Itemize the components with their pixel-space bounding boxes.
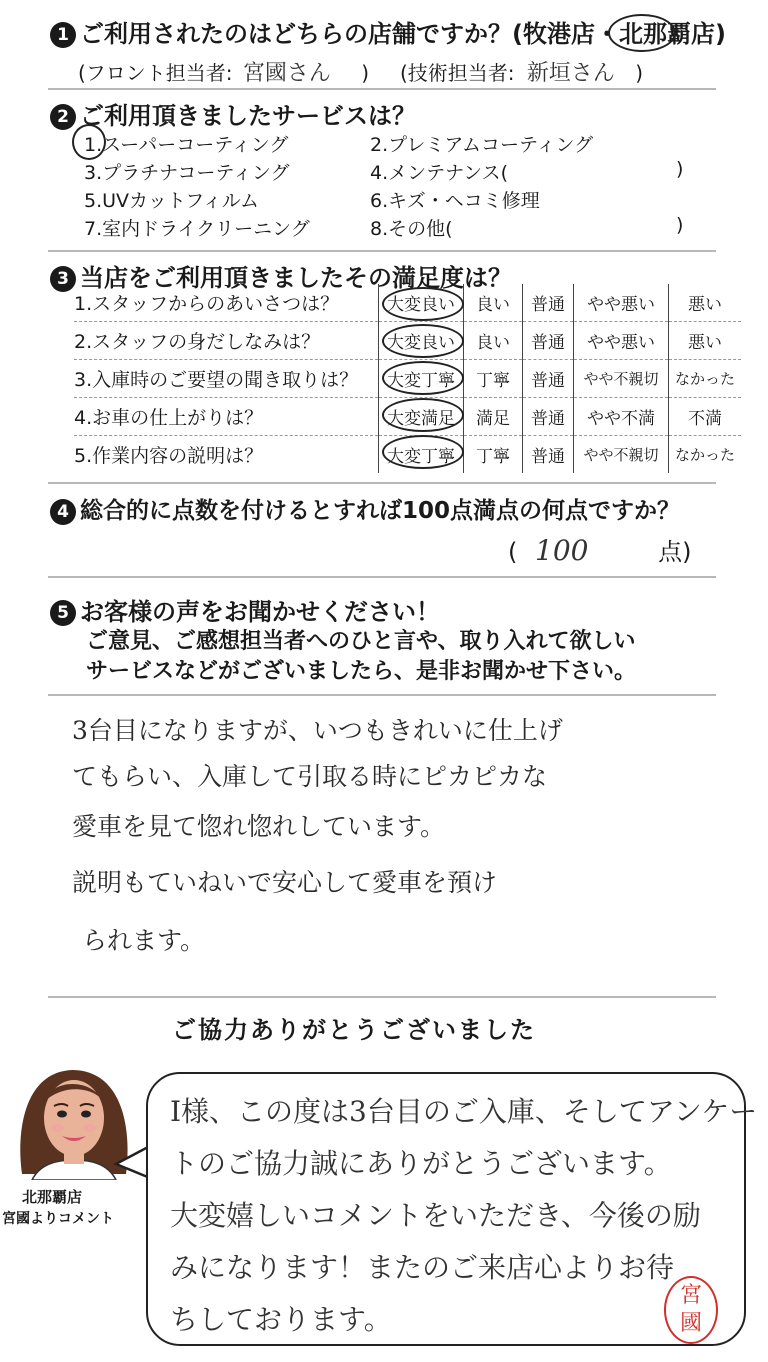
customer-comment-line-5: られます。 (82, 926, 206, 955)
staff-reply-line-5: ちしております。 (170, 1303, 392, 1336)
rating-option: 普通 (523, 436, 574, 474)
service-4: 4.メンテナンス( (370, 162, 509, 184)
service-1: 1.スーパーコーティング (84, 134, 289, 156)
service-8-close: ) (676, 214, 684, 236)
rating-option: 満足 (464, 398, 523, 436)
rating-option: 良い (464, 322, 523, 360)
stamp-char-top: 宮 (679, 1283, 702, 1308)
score-open-paren: ( (508, 538, 518, 566)
rating-option: なかった (669, 360, 742, 398)
tech-staff-close: ) (635, 61, 644, 85)
q4-title-row (50, 492, 680, 525)
rating-option: 丁寧 (464, 436, 523, 474)
rating-question: 5.作業内容の説明は？ (74, 445, 264, 467)
service-3: 3.プラチナコーティング (84, 162, 290, 184)
q5-line-2: ご意見、ご感想担当者へのひと言や、取り入れて欲しい (86, 629, 636, 654)
rating-option: 大変良い (379, 284, 464, 322)
thanks-heading: ご協力ありがとうございました (172, 1016, 536, 1044)
answer-circle-4 (382, 398, 464, 432)
tech-staff-value: 新垣さん (526, 61, 615, 86)
answer-circle-3 (382, 361, 464, 395)
score-value: 100 (535, 534, 589, 567)
rating-option: やや悪い (574, 322, 669, 360)
rating-question: 4.お車の仕上がりは？ (74, 398, 379, 436)
front-staff-row (78, 56, 369, 87)
rating-question: 2.スタッフの身だしなみは？ (74, 322, 379, 360)
service-2: 2.プレミアムコーティング (370, 134, 594, 156)
q4-title: 総合的に点数を付けるとすれば100点満点の何点ですか？ (80, 498, 681, 524)
stamp-char-bottom: 國 (679, 1311, 702, 1336)
service-7: 7.室内ドライクリーニング (84, 218, 310, 240)
score-unit: 点) (658, 538, 692, 566)
answer-circle-1 (382, 287, 464, 321)
rating-option: やや不親切 (574, 436, 669, 474)
q1-number-badge: 1 (50, 22, 76, 48)
divider-3 (48, 482, 716, 484)
staff-store: 北那覇店 (22, 1188, 83, 1206)
rating-option: やや不満 (574, 398, 669, 436)
q2-title-row (50, 96, 416, 131)
bubble-tail-joint (150, 1144, 158, 1184)
q5-title: お客様の声をお聞かせください！ (80, 598, 440, 626)
staff-name: 宮國よりコメント (2, 1211, 114, 1227)
tech-staff-label: (技術担当者: (400, 61, 515, 85)
rating-option: 普通 (523, 284, 574, 322)
service-6: 6.キズ・ヘコミ修理 (370, 190, 540, 212)
rating-option: やや不親切 (574, 360, 669, 398)
staff-reply-line-4: みになります！またのご来店心よりお待 (170, 1251, 675, 1284)
q1-title: ご利用されたのはどちらの店舗ですか？(牧港店・北那覇店) (80, 20, 726, 48)
customer-comment-line-1: 3台目になりますが、いつもきれいに仕上げ (72, 716, 563, 745)
q5-title-row (50, 592, 440, 627)
staff-reply-line-1: I様、この度は3台目のご入庫、そしてアンケー (170, 1095, 758, 1128)
personal-seal-stamp (664, 1276, 718, 1344)
divider-2 (48, 250, 716, 252)
q2-number-badge: 2 (50, 104, 76, 130)
customer-comment-line-2: てもらい、入庫して引取る時にピカピカな (72, 762, 548, 791)
rating-option: 良い (464, 284, 523, 322)
divider-1 (48, 88, 716, 90)
front-staff-close: ) (361, 61, 370, 85)
front-staff-label: (フロント担当者: (78, 61, 233, 85)
q3-title: 当店をご利用頂きましたその満足度は？ (80, 264, 512, 292)
q2-title: ご利用頂きましたサービスは？ (80, 102, 416, 130)
rating-option: 大変丁寧 (379, 360, 464, 398)
q5-number-badge: 5 (50, 600, 76, 626)
service-4-close: ) (676, 158, 684, 180)
staff-reply-line-3: 大変嬉しいコメントをいただき、今後の励 (170, 1199, 701, 1232)
divider-5 (48, 694, 716, 696)
front-staff-value: 宮國さん (242, 61, 331, 86)
customer-comment-line-4: 説明もていねいで安心して愛車を預け (72, 868, 498, 897)
rating-option: 普通 (523, 322, 574, 360)
service-8: 8.その他( (370, 218, 453, 240)
rating-option: やや悪い (574, 284, 669, 322)
rating-option: 丁寧 (464, 360, 523, 398)
customer-comment-line-3: 愛車を見て惚れ惚れしています。 (72, 812, 446, 841)
rating-option: 悪い (669, 322, 742, 360)
q5-line-3: サービスなどがございましたら、是非お聞かせ下さい。 (86, 659, 637, 684)
rating-option: 普通 (523, 360, 574, 398)
rating-option: 普通 (523, 398, 574, 436)
divider-6 (48, 996, 716, 998)
staff-reply-line-2: トのご協力誠にありがとうございます。 (170, 1147, 672, 1180)
service-5: 5.UVカットフィルム (84, 190, 259, 212)
tech-staff-row (400, 56, 643, 87)
rating-option: 不満 (669, 398, 742, 436)
answer-circle-5 (382, 435, 464, 469)
rating-question: 1.スタッフからのあいさつは？ (74, 284, 379, 322)
divider-4 (48, 576, 716, 578)
service-1-selection-circle (72, 124, 106, 160)
store-selection-circle (608, 14, 676, 52)
rating-option: なかった (669, 436, 742, 474)
rating-question: 3.入庫時のご要望の聞き取りは？ (74, 360, 379, 398)
answer-circle-2 (382, 324, 464, 358)
rating-option: 悪い (669, 284, 742, 322)
rating-option: 大変良い (379, 322, 464, 360)
q3-number-badge: 3 (50, 266, 76, 292)
score-row (508, 532, 691, 567)
rating-option: 大変満足 (379, 398, 464, 436)
q4-number-badge: 4 (50, 499, 76, 525)
rating-option: 大変丁寧 (379, 436, 464, 474)
